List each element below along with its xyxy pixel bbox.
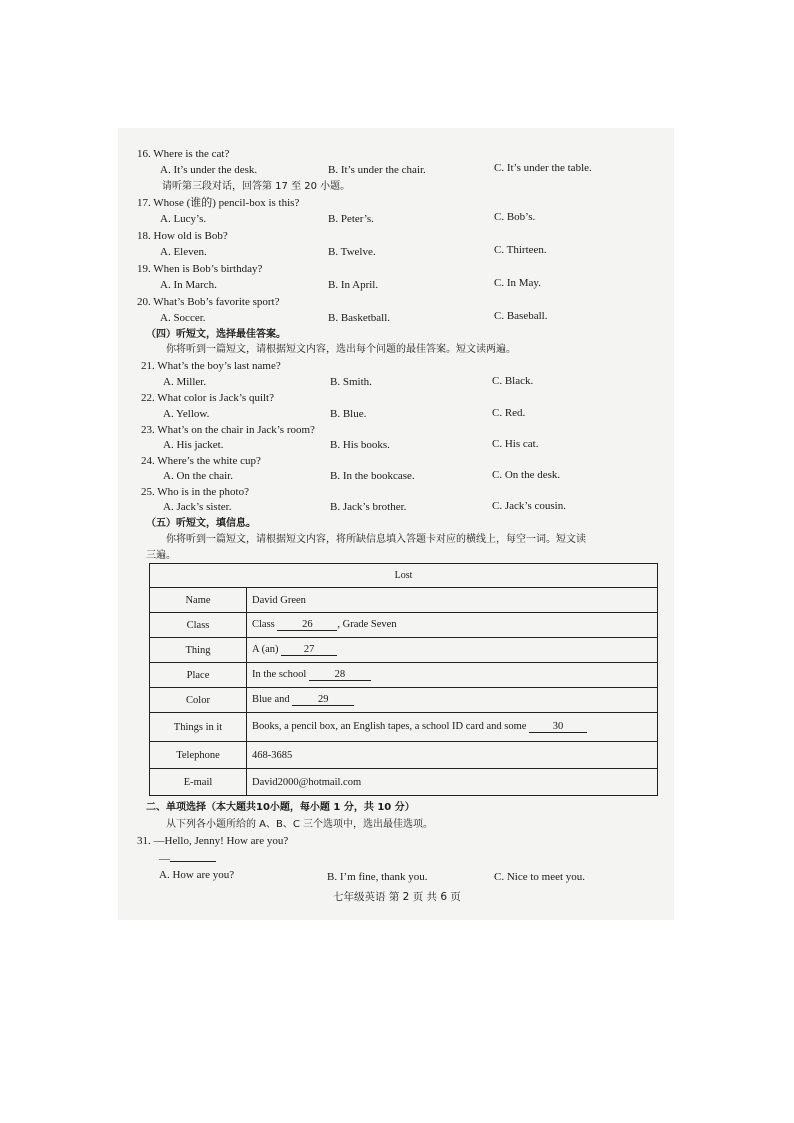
lost-info-table xyxy=(149,563,658,796)
q18-option-c: C. Thirteen. xyxy=(494,244,547,256)
page-footer: 七年级英语 第 2 页 共 6 页 xyxy=(333,891,461,903)
q25-option-b: B. Jack’s brother. xyxy=(330,501,407,513)
q31-option-b: B. I’m fine, thank you. xyxy=(327,871,428,883)
q17-option-a: A. Lucy’s. xyxy=(160,213,207,225)
part-2-heading: 二、单项选择（本大题共10小题，每小题 1 分，共 10 分） xyxy=(146,802,415,813)
q31-answer-blank[interactable]: — xyxy=(159,852,216,866)
section-5-heading: （五）听短文，填信息。 xyxy=(146,518,256,529)
table-row xyxy=(150,588,658,613)
table-row xyxy=(150,713,658,742)
q22-option-c: C. Red. xyxy=(492,407,526,419)
question-25: 25. Who is in the photo? xyxy=(141,486,249,498)
row-value-telephone: 468-3685 xyxy=(247,742,658,769)
q16-option-a: A. It’s under the desk. xyxy=(160,164,258,176)
row-value-email: David2000@hotmail.com xyxy=(247,769,658,796)
q23-option-a: A. His jacket. xyxy=(163,439,224,451)
row-value-class: Class 26 , Grade Seven xyxy=(247,613,658,638)
q24-option-c: C. On the desk. xyxy=(492,469,561,481)
section-4-instruction: 你将听到一篇短文，请根据短文内容，选出每个问题的最佳答案。短文读两遍。 xyxy=(166,344,516,355)
blank-27[interactable]: 27 xyxy=(281,644,337,656)
row-value-color: Blue and 29 xyxy=(247,688,658,713)
question-20: 20. What’s Bob’s favorite sport? xyxy=(137,296,280,308)
section-5-instruction: 你将听到一篇短文，请根据短文内容，将所缺信息填入答题卡对应的横线上，每空一词。短文读 xyxy=(166,534,586,545)
q21-option-a: A. Miller. xyxy=(163,376,207,388)
table-row xyxy=(150,613,658,638)
q19-option-a: A. In March. xyxy=(160,279,217,291)
row-label-email: E-mail xyxy=(150,769,247,796)
q31-option-c: C. Nice to meet you. xyxy=(494,871,586,883)
q31-blank-line[interactable] xyxy=(170,852,216,862)
q17-option-c: C. Bob’s. xyxy=(494,211,536,223)
row-label-name: Name xyxy=(150,588,247,613)
q20-option-c: C. Baseball. xyxy=(494,310,548,322)
question-19: 19. When is Bob’s birthday? xyxy=(137,263,263,275)
row-value-place: In the school 28 xyxy=(247,663,658,688)
q25-option-c: C. Jack’s cousin. xyxy=(492,500,566,512)
blank-26[interactable]: 26 xyxy=(277,619,337,631)
table-row xyxy=(150,663,658,688)
question-24: 24. Where’s the white cup? xyxy=(141,455,261,467)
table-title: Lost xyxy=(150,564,658,588)
q22-option-a: A. Yellow. xyxy=(163,408,210,420)
q20-option-a: A. Soccer. xyxy=(160,312,206,324)
row-label-thing: Thing xyxy=(150,638,247,663)
table-title-row xyxy=(150,564,658,588)
question-31: 31. —Hello, Jenny! How are you? xyxy=(137,835,289,847)
q17-option-b: B. Peter’s. xyxy=(328,213,374,225)
table-row xyxy=(150,769,658,796)
q18-option-a: A. Eleven. xyxy=(160,246,207,258)
q21-option-c: C. Black. xyxy=(492,375,534,387)
row-value-thing: A (an) 27 xyxy=(247,638,658,663)
row-label-place: Place xyxy=(150,663,247,688)
question-17: 17. Whose (谁的) pencil-box is this? xyxy=(137,197,300,209)
section-4-heading: （四）听短文，选择最佳答案。 xyxy=(146,329,286,340)
row-value-name: David Green xyxy=(247,588,658,613)
q31-option-a: A. How are you? xyxy=(159,869,235,881)
q16-option-b: B. It’s under the chair. xyxy=(328,164,426,176)
q19-option-c: C. In May. xyxy=(494,277,541,289)
blank-28[interactable]: 28 xyxy=(309,669,371,681)
q23-option-c: C. His cat. xyxy=(492,438,539,450)
table-row xyxy=(150,742,658,769)
instruction-third-dialogue: 请听第三段对话，回答第 17 至 20 小题。 xyxy=(162,181,351,192)
q20-option-b: B. Basketball. xyxy=(328,312,391,324)
row-label-color: Color xyxy=(150,688,247,713)
blank-30[interactable]: 30 xyxy=(529,721,587,733)
question-22: 22. What color is Jack’s quilt? xyxy=(141,392,274,404)
q24-option-a: A. On the chair. xyxy=(163,470,233,482)
q22-option-b: B. Blue. xyxy=(330,408,367,420)
row-label-things: Things in it xyxy=(150,713,247,742)
question-23: 23. What’s on the chair in Jack’s room? xyxy=(141,424,315,436)
section-5-instruction-cont: 三遍。 xyxy=(146,550,176,561)
part-2-instruction: 从下列各小题所给的 A、B、C 三个选项中，选出最佳选项。 xyxy=(166,819,434,830)
question-16: 16. Where is the cat? xyxy=(137,148,230,160)
table-row xyxy=(150,638,658,663)
row-value-things: Books, a pencil box, an English tapes, a school ID card and some 30 xyxy=(247,713,658,742)
blank-29[interactable]: 29 xyxy=(292,694,354,706)
question-21: 21. What’s the boy’s last name? xyxy=(141,360,281,372)
q18-option-b: B. Twelve. xyxy=(328,246,376,258)
row-label-telephone: Telephone xyxy=(150,742,247,769)
q23-option-b: B. His books. xyxy=(330,439,390,451)
q19-option-b: B. In April. xyxy=(328,279,379,291)
table-row xyxy=(150,688,658,713)
q24-option-b: B. In the bookcase. xyxy=(330,470,415,482)
row-label-class: Class xyxy=(150,613,247,638)
q25-option-a: A. Jack’s sister. xyxy=(163,501,232,513)
question-18: 18. How old is Bob? xyxy=(137,230,228,242)
q21-option-b: B. Smith. xyxy=(330,376,372,388)
q16-option-c: C. It’s under the table. xyxy=(494,162,592,174)
